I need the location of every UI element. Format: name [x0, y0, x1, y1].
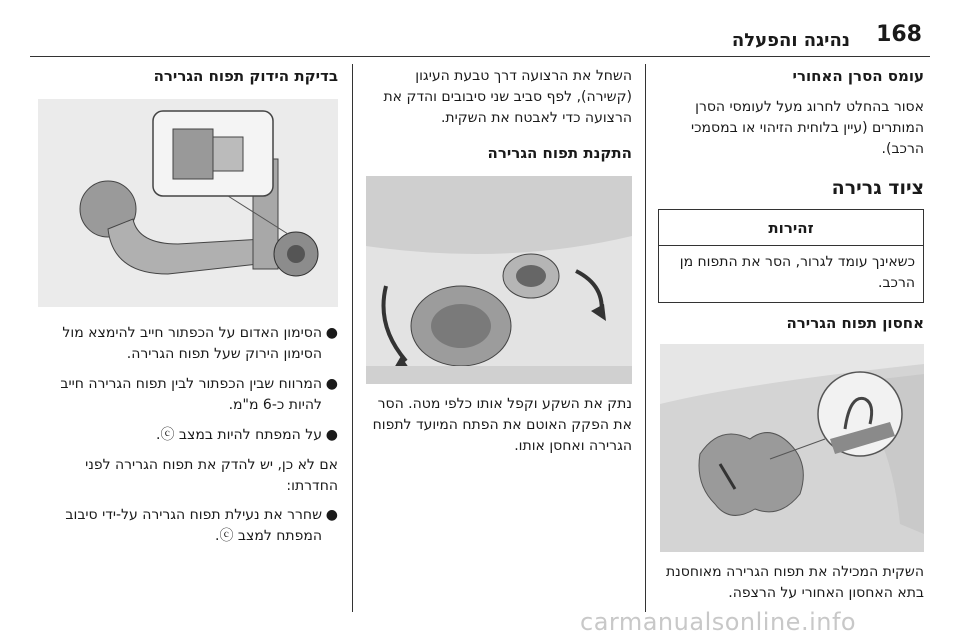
list-item: ● שחרר את נעילת תפוח הגרירה על-ידי סיבוב המפתח למצב ⓒ.: [65, 507, 338, 544]
watermark: carmanualsonline.info: [580, 608, 857, 636]
list-item: ● הסימון האדום על הכפתור חייב להימצא מול הסימון הירוק שעל תפוח הגרירה.: [62, 325, 338, 362]
figure-socket: [366, 176, 632, 384]
caption-trunk-storage: השקית המכילה את תפוח הגרירה מאוחסנת בתא האחסון האחורי על הרצפה.: [665, 564, 924, 601]
trunk-illustration: [660, 344, 924, 552]
heading-rear-axle-load: עומס הסרן האחורי: [792, 67, 924, 85]
caption-socket: נתק את השקע וקפל אותו כלפי מטה. הסר את הפקק האוטם את הפתח המיועד לתפוח הגרירה ואחסן אותו.: [372, 396, 632, 454]
column-right: [660, 66, 924, 604]
column-divider-right: [645, 64, 646, 612]
bullet-icon: ●: [325, 376, 338, 392]
heading-towing-equipment: ציוד גרירה: [831, 177, 924, 199]
header-rule: [30, 56, 930, 57]
bullet-icon: ●: [325, 507, 338, 523]
para-rear-axle-load: אסור בהחלט לחרוג מעל לעומסי הסרן המותרים (עיין בלוחית הזיהוי או במסמכי הרכב).: [690, 99, 924, 157]
page-header: [0, 0, 960, 56]
socket-illustration: [366, 176, 632, 384]
para-strap: השחל את הרצועה דרך טבעת העיגון (קשירה), לפף סביב שני סיבובים והדק את הרצועה כדי לאבטח את השקית.: [383, 68, 632, 126]
figure-trunk-storage: [660, 344, 924, 552]
bullet-icon: ●: [325, 325, 338, 341]
page-number: 168: [876, 22, 922, 47]
caution-box: [658, 209, 924, 303]
bullet-icon: ●: [325, 427, 338, 443]
towbar-illustration: [38, 99, 338, 307]
column-middle: [366, 66, 632, 457]
heading-installation: התקנת תפוח הגרירה: [487, 144, 632, 162]
heading-check-tightening: בדיקת הידוק תפוח הגרירה: [153, 67, 338, 85]
section-title: נהיגה והפעלה: [731, 30, 850, 51]
caution-body: כשאינך עומד לגרור, הסר את התפוח מן הרכב.: [679, 254, 915, 291]
release-list: [38, 505, 338, 547]
column-left: [38, 66, 338, 556]
check-list: [38, 323, 338, 446]
column-divider-left: [352, 64, 353, 612]
list-item: ● המרווח שבין הכפתור לבין תפוח הגרירה חייב להיות כ-6 מ"מ.: [60, 376, 338, 413]
list-item: ● על המפתח להיות במצב ⓒ.: [38, 425, 338, 446]
figure-towbar: [38, 99, 338, 307]
heading-storage: אחסון תפוח הגרירה: [786, 314, 924, 332]
page-footer: [0, 606, 960, 642]
para-if-not: אם לא כן, יש להדק את תפוח הגרירה לפני החדרתו:: [85, 457, 338, 494]
caution-title: זהירות: [659, 210, 923, 246]
